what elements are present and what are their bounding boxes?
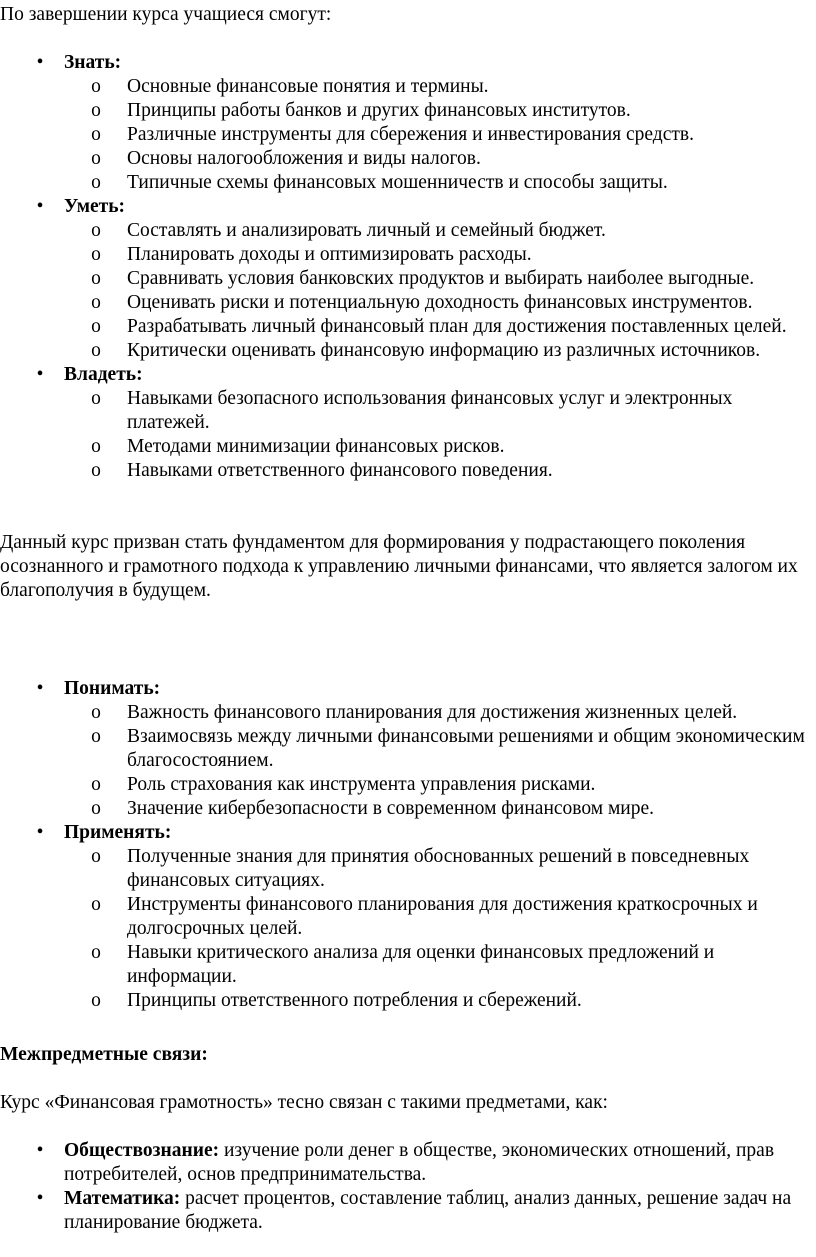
sub-bullet-icon: o: [91, 244, 101, 265]
sub-list-item: [64, 941, 816, 989]
sub-list-item: [64, 123, 816, 147]
list-item: [0, 195, 816, 363]
sub-bullet-icon: o: [91, 100, 101, 121]
subject-description: изучение роли денег в обществе, экономических отношений, прав потребителей, основ предпринимательства.: [64, 1140, 775, 1185]
sub-list-item: [64, 267, 816, 291]
sub-list-item: [64, 99, 816, 123]
sub-list-item: [64, 147, 816, 171]
subject-description: расчет процентов, составление таблиц, анализ данных, решение задач на планирование бюджета.: [64, 1188, 792, 1233]
item-text: Методами минимизации финансовых рисков.: [127, 436, 505, 457]
item-text: Принципы работы банков и других финансовых институтов.: [127, 100, 631, 121]
section-header: Знать:: [64, 52, 122, 73]
sub-list-item: [64, 171, 816, 195]
bullet-icon: •: [36, 1188, 44, 1209]
sub-bullet-icon: o: [91, 460, 101, 481]
list-item: [0, 51, 816, 195]
sub-list-item: [64, 459, 816, 483]
sub-list: [64, 845, 816, 1013]
sub-list-item: [64, 219, 816, 243]
sub-bullet-icon: o: [91, 316, 101, 337]
sub-list-item: [64, 893, 816, 941]
outcomes-list-2: [0, 677, 816, 1013]
sub-bullet-icon: o: [91, 340, 101, 361]
item-text: Разрабатывать личный финансовый план для достижения поставленных целей.: [127, 316, 787, 337]
sub-list: [64, 701, 816, 821]
sub-bullet-icon: o: [91, 220, 101, 241]
sub-bullet-icon: o: [91, 942, 101, 963]
item-text: Критически оценивать финансовую информацию из различных источников.: [127, 340, 761, 361]
sub-list-item: [64, 435, 816, 459]
bullet-icon: •: [36, 196, 44, 217]
sub-list-item: [64, 701, 816, 725]
sub-bullet-icon: o: [91, 172, 101, 193]
section-header: Понимать:: [64, 678, 161, 699]
sub-bullet-icon: o: [91, 292, 101, 313]
sub-list-item: [64, 387, 816, 435]
sub-bullet-icon: o: [91, 846, 101, 867]
item-text: Оценивать риски и потенциальную доходность финансовых инструментов.: [127, 292, 753, 313]
item-text: Важность финансового планирования для достижения жизненных целей.: [127, 702, 738, 723]
item-text: Сравнивать условия банковских продуктов и выбирать наиболее выгодные.: [127, 268, 755, 289]
subject-name: Математика:: [64, 1188, 181, 1209]
sub-bullet-icon: o: [91, 76, 101, 97]
bullet-icon: •: [36, 52, 44, 73]
item-text: Навыки критического анализа для оценки финансовых предложений и информации.: [127, 942, 715, 987]
list-item: [0, 821, 816, 1013]
sub-bullet-icon: o: [91, 774, 101, 795]
sub-list: [64, 387, 816, 483]
outcomes-list-1: [0, 51, 816, 483]
sub-list: [64, 75, 816, 195]
sub-list-item: [64, 339, 816, 363]
sub-list-item: [64, 797, 816, 821]
sub-bullet-icon: o: [91, 702, 101, 723]
sub-bullet-icon: o: [91, 798, 101, 819]
intro-text: По завершении курса учащиеся смогут:: [0, 4, 332, 25]
sub-bullet-icon: o: [91, 268, 101, 289]
sub-list-item: [64, 315, 816, 339]
item-text: Инструменты финансового планирования для достижения краткосрочных и долгосрочных целей.: [127, 894, 758, 939]
item-text: Роль страхования как инструмента управления рисками.: [127, 774, 596, 795]
section-header: Уметь:: [64, 196, 126, 217]
sub-bullet-icon: o: [91, 148, 101, 169]
sub-bullet-icon: o: [91, 388, 101, 409]
sub-bullet-icon: o: [91, 124, 101, 145]
sub-list: [64, 219, 816, 363]
sub-list-item: [64, 725, 816, 773]
section-header: Применять:: [64, 822, 172, 843]
item-text: Навыками безопасного использования финансовых услуг и электронных платежей.: [127, 388, 733, 433]
sub-bullet-icon: o: [91, 894, 101, 915]
item-text: Планировать доходы и оптимизировать расходы.: [127, 244, 532, 265]
list-item: [0, 363, 816, 483]
list-item: [0, 1139, 816, 1187]
list-item: [0, 677, 816, 821]
section-header: Владеть:: [64, 364, 143, 385]
bullet-icon: •: [36, 822, 44, 843]
bullet-icon: •: [36, 1140, 44, 1161]
item-text: Взаимосвязь между личными финансовыми решениями и общим экономическим благосостоянием.: [127, 726, 805, 771]
item-text: Принципы ответственного потребления и сбережений.: [127, 990, 582, 1011]
sub-bullet-icon: o: [91, 990, 101, 1011]
item-text: Основные финансовые понятия и термины.: [127, 76, 489, 97]
interdisciplinary-heading: Межпредметные связи:: [0, 1044, 208, 1065]
interdisciplinary-text: Курс «Финансовая грамотность» тесно связан с такими предметами, как:: [0, 1092, 608, 1113]
bullet-icon: •: [36, 678, 44, 699]
sub-list-item: [64, 75, 816, 99]
item-text: Различные инструменты для сбережения и инвестирования средств.: [127, 124, 694, 145]
item-text: Основы налогообложения и виды налогов.: [127, 148, 481, 169]
item-text: Полученные знания для принятия обоснованных решений в повседневных финансовых ситуациях.: [127, 846, 750, 891]
sub-list-item: [64, 243, 816, 267]
sub-list-item: [64, 989, 816, 1013]
item-text: Типичные схемы финансовых мошенничеств и способы защиты.: [127, 172, 668, 193]
sub-list-item: [64, 845, 816, 893]
sub-bullet-icon: o: [91, 726, 101, 747]
bullet-icon: •: [36, 364, 44, 385]
summary-paragraph: Данный курс призван стать фундаментом для формирования у подрастающего поколения осознанного и грамотного подхода к управлению личными финансами, что является залогом их благополучия в будущем.: [0, 532, 798, 601]
sub-bullet-icon: o: [91, 436, 101, 457]
item-text: Навыками ответственного финансового поведения.: [127, 460, 553, 481]
item-text: Составлять и анализировать личный и семейный бюджет.: [127, 220, 606, 241]
list-item: [0, 1187, 816, 1235]
subject-name: Обществознание:: [64, 1140, 220, 1161]
sub-list-item: [64, 773, 816, 797]
item-text: Значение кибербезопасности в современном финансовом мире.: [127, 798, 655, 819]
sub-list-item: [64, 291, 816, 315]
subjects-list: [0, 1139, 816, 1235]
